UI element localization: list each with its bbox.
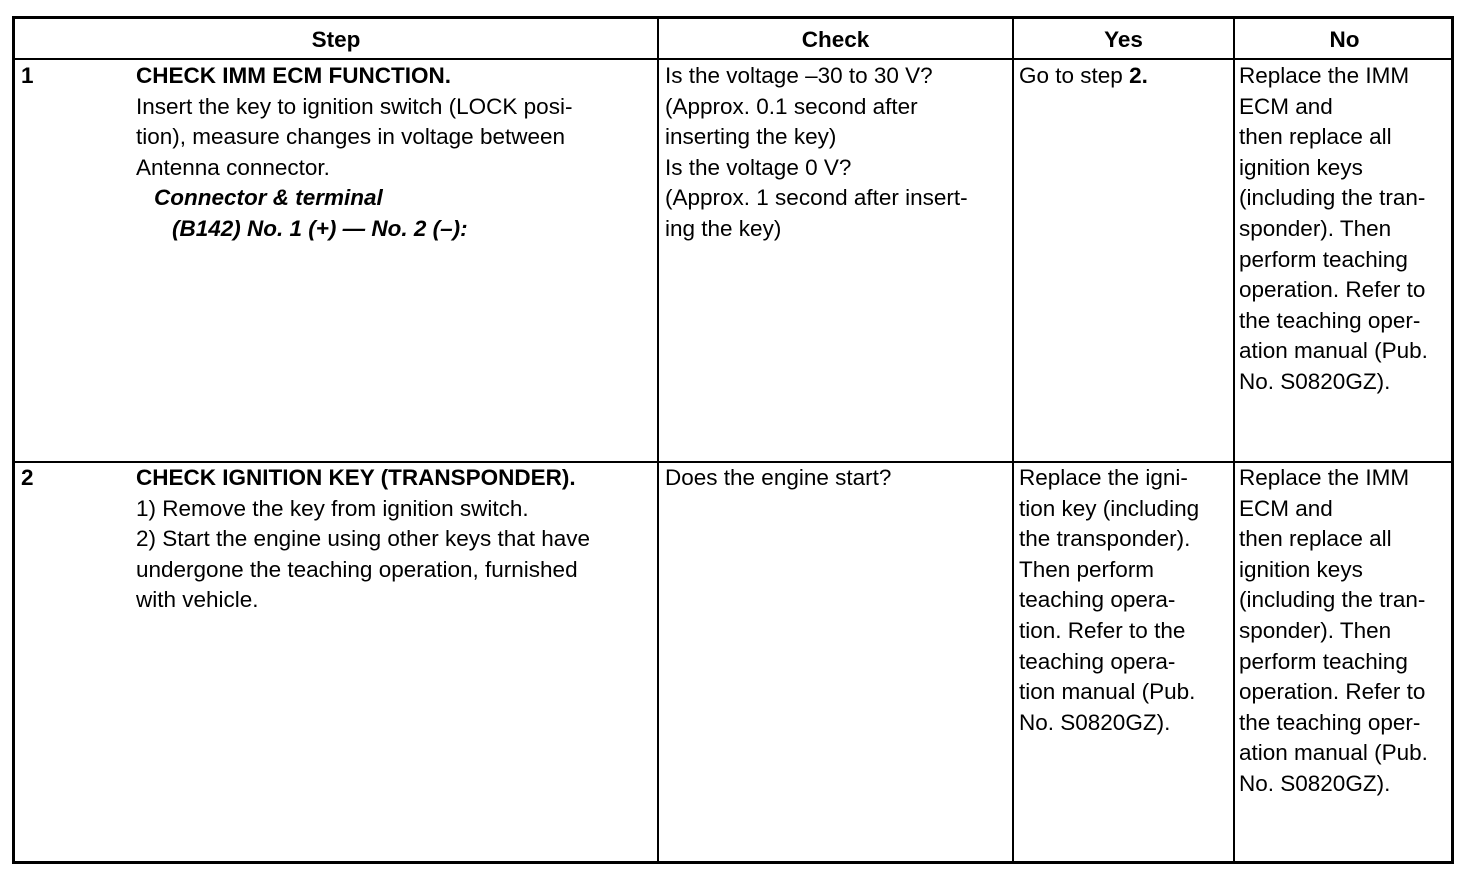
check-cell	[665, 61, 968, 245]
no-line: ECM and	[1239, 495, 1333, 521]
connector-label: Connector & terminal	[154, 185, 383, 211]
check-line: (Approx. 1 second after insert-	[665, 185, 968, 211]
step-title: CHECK IMM ECM FUNCTION.	[136, 63, 451, 88]
no-line: the teaching oper-	[1239, 307, 1421, 333]
no-line: Replace the IMM	[1239, 63, 1410, 88]
step-description	[136, 61, 572, 245]
no-line: ation manual (Pub.	[1239, 338, 1428, 364]
no-line: operation. Refer to	[1239, 679, 1426, 705]
check-cell	[665, 463, 891, 494]
header-step: Step	[311, 26, 361, 52]
yes-line: teaching opera-	[1019, 587, 1176, 613]
no-line: No. S0820GZ).	[1239, 368, 1391, 394]
check-line: (Approx. 0.1 second after	[665, 93, 918, 119]
step-line: 2) Start the engine using other keys that have	[136, 526, 591, 552]
step-number: 1	[21, 63, 34, 88]
step-reference: 2.	[1129, 63, 1148, 88]
step-line: with vehicle.	[136, 587, 259, 613]
check-line: Is the voltage 0 V?	[665, 154, 852, 180]
no-line: operation. Refer to	[1239, 277, 1426, 303]
yes-line: the transponder).	[1019, 526, 1191, 552]
step-title: CHECK IGNITION KEY (TRANSPONDER).	[136, 465, 576, 490]
no-line: perform teaching	[1239, 648, 1408, 674]
no-line: ignition keys	[1239, 556, 1363, 582]
no-line: (including the tran-	[1239, 185, 1426, 211]
no-line: ECM and	[1239, 93, 1333, 119]
yes-line: tion key (including	[1019, 495, 1200, 521]
yes-line	[1019, 61, 1148, 92]
yes-line: tion. Refer to the	[1019, 617, 1186, 643]
yes-cell	[1019, 61, 1148, 92]
no-line: Replace the IMM	[1239, 465, 1410, 490]
column-divider	[1012, 19, 1014, 861]
no-line: ation manual (Pub.	[1239, 740, 1428, 766]
connector-terminal: (B142) No. 1 (+) — No. 2 (–):	[172, 215, 468, 241]
yes-text: Go to step	[1019, 63, 1130, 88]
step-line: undergone the teaching operation, furnished	[136, 556, 578, 582]
no-line: sponder). Then	[1239, 617, 1392, 643]
column-divider	[657, 19, 659, 861]
no-line: ignition keys	[1239, 154, 1363, 180]
no-line: (including the tran-	[1239, 587, 1426, 613]
column-divider	[1233, 19, 1235, 861]
yes-line: Replace the igni-	[1019, 465, 1188, 490]
no-line: sponder). Then	[1239, 215, 1392, 241]
no-line: perform teaching	[1239, 246, 1408, 272]
check-line: Does the engine start?	[665, 465, 892, 490]
no-cell	[1239, 61, 1428, 398]
no-line: then replace all	[1239, 526, 1392, 552]
step-line: Insert the key to ignition switch (LOCK posi-	[136, 93, 573, 119]
yes-line: Then perform	[1019, 556, 1155, 582]
step-line: 1) Remove the key from ignition switch.	[136, 495, 529, 521]
header-yes: Yes	[1104, 26, 1143, 52]
no-line: then replace all	[1239, 124, 1392, 150]
yes-cell	[1019, 463, 1199, 738]
check-line: ing the key)	[665, 215, 782, 241]
header-check: Check	[801, 26, 870, 52]
step-line: tion), measure changes in voltage between	[136, 124, 566, 150]
yes-line: tion manual (Pub.	[1019, 679, 1196, 705]
no-line: the teaching oper-	[1239, 709, 1421, 735]
step-description	[136, 463, 590, 616]
no-cell	[1239, 463, 1428, 800]
yes-line: teaching opera-	[1019, 648, 1176, 674]
yes-line: No. S0820GZ).	[1019, 709, 1171, 735]
diagnostic-table	[12, 16, 1454, 864]
step-number: 2	[21, 465, 34, 490]
check-line: Is the voltage –30 to 30 V?	[665, 63, 933, 88]
step-line: Antenna connector.	[136, 154, 330, 180]
header-no: No	[1329, 26, 1360, 52]
check-line: inserting the key)	[665, 124, 837, 150]
no-line: No. S0820GZ).	[1239, 770, 1391, 796]
